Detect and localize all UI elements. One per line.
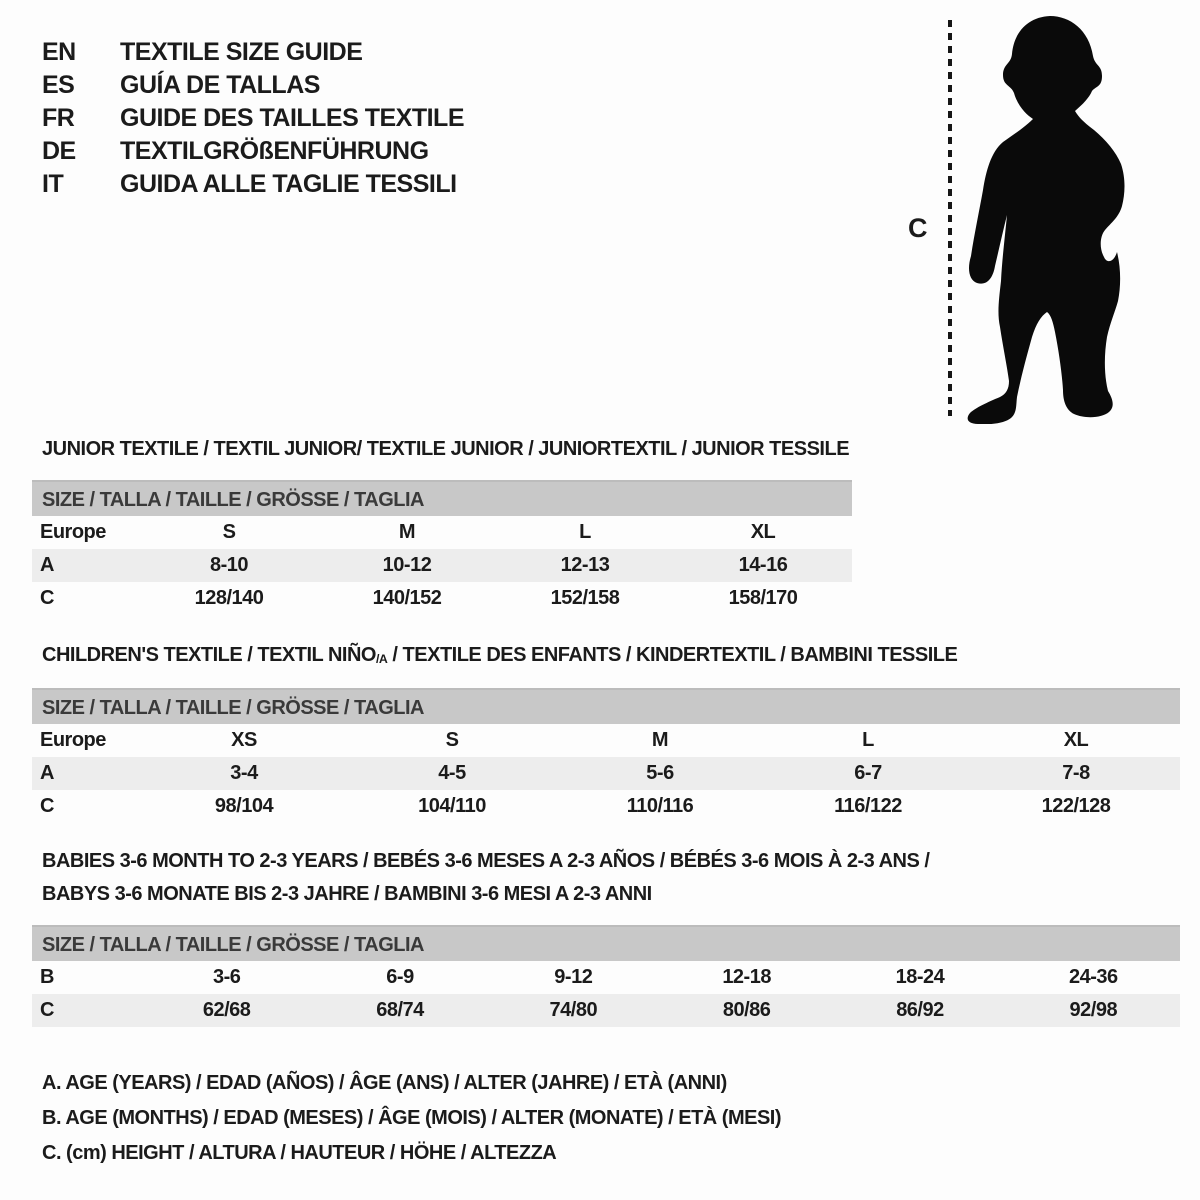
age-cell: 9-12 — [554, 966, 593, 988]
children-section-heading — [42, 644, 957, 667]
height-cell: 104/110 — [418, 795, 486, 817]
language-code: EN — [42, 38, 76, 66]
language-row — [42, 135, 464, 168]
table-row-height-cm — [32, 790, 1180, 823]
legend-line-b: B. AGE (MONTHS) / EDAD (MESES) / ÂGE (MOIS) / ALTER (MONATE) / ETÀ (MESI) — [42, 1107, 782, 1129]
junior-section-heading: JUNIOR TEXTILE / TEXTIL JUNIOR/ TEXTILE JUNIOR / JUNIORTEXTIL / JUNIOR TESSILE — [42, 438, 850, 460]
size-cell: L — [579, 521, 591, 543]
age-cell: 10-12 — [382, 554, 432, 576]
babies-size-table — [32, 925, 1180, 1027]
size-cell: S — [222, 521, 236, 543]
age-cell: 3-4 — [230, 762, 258, 784]
size-header-bar — [32, 480, 852, 516]
children-heading-text: CHILDREN'S TEXTILE / TEXTIL NIÑO — [42, 644, 376, 666]
height-cell: 152/158 — [550, 587, 620, 609]
height-cell: 116/122 — [834, 795, 902, 817]
table-row-europe — [32, 516, 852, 549]
age-cell: 6-7 — [854, 762, 882, 784]
size-header-bar — [32, 925, 1180, 961]
height-measure-line — [948, 20, 952, 416]
age-cell: 3-6 — [212, 966, 241, 988]
age-cell: 24-36 — [1068, 966, 1118, 988]
junior-size-table — [32, 480, 852, 615]
children-heading-text: / TEXTILE DES ENFANTS / KINDERTEXTIL / BAMBINI TESSILE — [387, 644, 958, 666]
size-cell: L — [862, 729, 874, 751]
language-title: GUÍA DE TALLAS — [120, 71, 320, 99]
height-measure-label: C — [908, 213, 927, 243]
language-code: IT — [42, 170, 64, 198]
table-row-height-cm — [32, 994, 1180, 1027]
size-cell: XL — [750, 521, 776, 543]
language-row — [42, 168, 464, 201]
language-code: DE — [42, 137, 76, 165]
height-cell: 62/68 — [202, 999, 251, 1021]
height-cell: 122/128 — [1041, 795, 1111, 817]
children-heading-sub: /A — [375, 651, 388, 666]
language-title: GUIDA ALLE TAGLIE TESSILI — [120, 170, 457, 198]
age-cell: 8-10 — [209, 554, 249, 576]
legend-line-a: A. AGE (YEARS) / EDAD (AÑOS) / ÂGE (ANS) / ALTER (JAHRE) / ETÀ (ANNI) — [42, 1072, 727, 1094]
row-label: A — [40, 762, 54, 784]
size-cell: S — [445, 729, 459, 751]
table-row-age-years — [32, 549, 852, 582]
size-header-label: SIZE / TALLA / TAILLE / GRÖSSE / TAGLIA — [42, 697, 424, 719]
size-cell: XS — [231, 729, 257, 751]
size-cell: XL — [1063, 729, 1089, 751]
toddler-silhouette-icon — [958, 14, 1144, 424]
height-cell: 92/98 — [1069, 999, 1118, 1021]
legend — [42, 1066, 781, 1171]
language-title-list — [42, 36, 464, 201]
height-cell: 158/170 — [728, 587, 798, 609]
height-cell: 74/80 — [549, 999, 598, 1021]
age-cell: 5-6 — [646, 762, 674, 784]
height-cell: 140/152 — [372, 587, 442, 609]
children-size-table — [32, 688, 1180, 823]
age-cell: 18-24 — [895, 966, 945, 988]
size-header-label: SIZE / TALLA / TAILLE / GRÖSSE / TAGLIA — [42, 934, 424, 956]
height-cell: 98/104 — [214, 795, 274, 817]
age-cell: 12-18 — [722, 966, 771, 988]
table-row-age-months — [32, 961, 1180, 994]
height-cell: 80/86 — [722, 999, 771, 1021]
age-cell: 14-16 — [738, 554, 788, 576]
height-cell: 86/92 — [896, 999, 944, 1021]
age-cell: 12-13 — [560, 554, 610, 576]
row-label: C — [40, 795, 54, 817]
row-label: C — [40, 587, 54, 609]
language-title: GUIDE DES TAILLES TEXTILE — [120, 104, 465, 132]
babies-section-heading-line2: BABYS 3-6 MONATE BIS 2-3 JAHRE / BAMBINI 3-6 MESI A 2-3 ANNI — [42, 883, 652, 905]
table-row-europe — [32, 724, 1180, 757]
height-cell: 128/140 — [194, 587, 264, 609]
table-row-age-years — [32, 757, 1180, 790]
row-label: A — [40, 554, 54, 576]
row-label: C — [40, 999, 54, 1021]
language-row — [42, 36, 464, 69]
age-cell: 7-8 — [1062, 762, 1090, 784]
language-row — [42, 69, 464, 102]
language-code: FR — [42, 104, 75, 132]
row-label: Europe — [40, 729, 106, 751]
row-label: Europe — [40, 521, 106, 543]
language-title: TEXTILE SIZE GUIDE — [120, 38, 363, 66]
language-row — [42, 102, 464, 135]
legend-line-c: C. (cm) HEIGHT / ALTURA / HAUTEUR / HÖHE / ALTEZZA — [42, 1142, 557, 1164]
table-row-height-cm — [32, 582, 852, 615]
height-cell: 110/116 — [626, 795, 694, 817]
size-header-bar — [32, 688, 1180, 724]
babies-section-heading-line1: BABIES 3-6 MONTH TO 2-3 YEARS / BEBÉS 3-6 MESES A 2-3 AÑOS / BÉBÉS 3-6 MOIS À 2-3 ANS / — [42, 850, 930, 872]
row-label: B — [40, 966, 54, 988]
age-cell: 4-5 — [438, 762, 466, 784]
language-code: ES — [42, 71, 75, 99]
size-header-label: SIZE / TALLA / TAILLE / GRÖSSE / TAGLIA — [42, 489, 424, 511]
size-cell: M — [651, 729, 669, 751]
age-cell: 6-9 — [386, 966, 414, 988]
language-title: TEXTILGRÖßENFÜHRUNG — [120, 137, 429, 165]
height-cell: 68/74 — [376, 999, 424, 1021]
size-cell: M — [398, 521, 416, 543]
